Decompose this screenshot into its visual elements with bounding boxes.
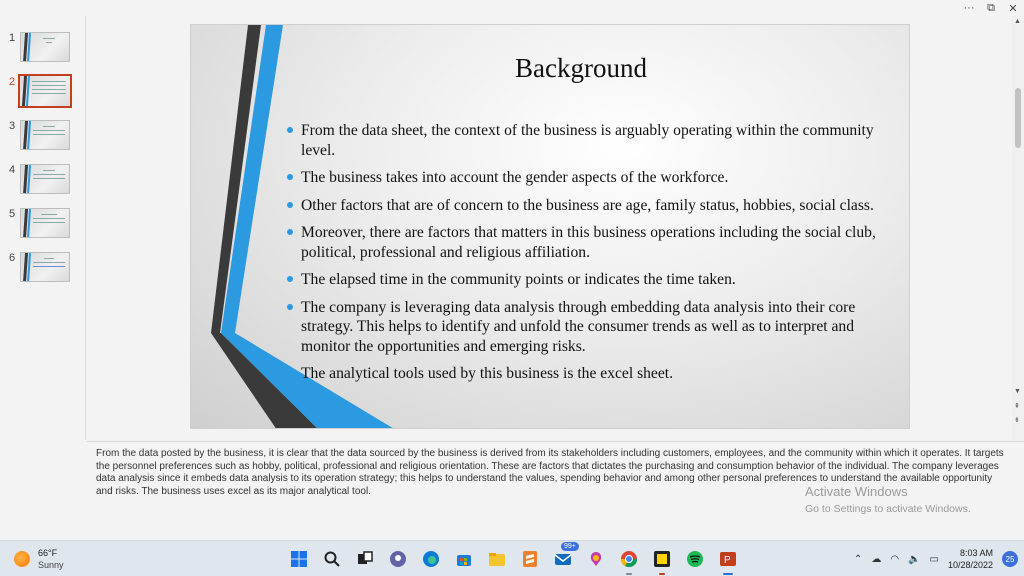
previous-slide-icon[interactable]: ⇞ (1014, 403, 1020, 410)
volume-icon[interactable]: 🔈 (908, 553, 921, 565)
watermark-subtitle: Go to Settings to activate Windows. (805, 503, 971, 515)
file-explorer-icon[interactable] (485, 547, 509, 571)
current-slide[interactable] (190, 24, 910, 429)
bullet-text: Moreover, there are factors that matters in this business operations including the social club, political, professional and religious affiliation. (301, 224, 876, 261)
thumbnail-number: 4 (9, 164, 16, 176)
taskbar-apps (287, 543, 740, 571)
bullet-item (287, 121, 887, 160)
bullet-dot (287, 229, 293, 235)
active-app-indicator (723, 573, 733, 575)
search-icon[interactable] (320, 547, 344, 571)
bullet-dot (287, 127, 293, 133)
bullet-item (287, 196, 887, 216)
watermark-title: Activate Windows (805, 484, 908, 499)
bullet-dot (287, 202, 293, 208)
thumbnail-image (20, 120, 70, 150)
speaker-notes-text[interactable]: From the data posted by the business, it is clear that the data sourced by the business is derived from its stakeholders including customers, employees, and the community within which it operates. It targets the personnel preferences such as hobby, political, professional and religious orientation. These are factors that dictates the purchasing and consumption behavior of the individual. The company leverages data analysis since it embeds data analysis to its operation strategy; this helps to understand the values, spending behavior and among other personal preferences to understand the available opportunity and risks. The business uses excel as its major analytical tool. (96, 448, 1004, 497)
thumbnail-number: 5 (9, 208, 16, 220)
vertical-scrollbar[interactable] (1012, 16, 1024, 440)
battery-icon[interactable]: ▭ (929, 553, 939, 565)
sublime-icon[interactable] (518, 547, 542, 571)
teams-chat-icon[interactable] (386, 547, 410, 571)
weather-widget[interactable] (14, 548, 64, 570)
bullet-text: From the data sheet, the context of the business is arguably operating within the community level. (301, 122, 874, 159)
mail-icon[interactable] (551, 543, 576, 571)
sun-icon (14, 551, 30, 567)
slide-bullet-list[interactable] (287, 121, 887, 392)
svg-text:P: P (724, 555, 731, 566)
bullet-dot (287, 304, 293, 310)
edge-icon[interactable] (419, 547, 443, 571)
bullet-text: The business takes into account the gender aspects of the workforce. (301, 169, 729, 186)
thumbnail-number: 3 (9, 120, 16, 132)
next-slide-icon[interactable]: ⇟ (1014, 417, 1020, 424)
start-icon[interactable] (287, 547, 311, 571)
plain-text-line (287, 364, 887, 384)
restore-icon[interactable]: ⧉ (987, 1, 995, 14)
bullet-item (287, 270, 887, 290)
chevron-up-icon[interactable]: ⌃ (853, 553, 863, 565)
thumbnail-number: 2 (9, 76, 16, 88)
system-tray (854, 547, 1018, 571)
weather-temperature: 66°F (38, 548, 58, 558)
task-view-icon[interactable] (353, 547, 377, 571)
clock-date: 10/28/2022 (947, 560, 993, 570)
bullet-item (287, 168, 887, 188)
mail-badge: 99+ (561, 542, 579, 551)
speaker-notes-pane[interactable] (87, 441, 1024, 540)
wifi-icon[interactable]: ◠ (890, 553, 900, 565)
thumbnail-number: 6 (9, 252, 16, 264)
close-icon[interactable]: ✕ (1008, 2, 1018, 15)
spotify-icon[interactable] (683, 547, 707, 571)
thumbnail-image (20, 32, 70, 62)
bullet-item (287, 298, 887, 357)
bullet-text: The elapsed time in the community points or indicates the time taken. (301, 271, 736, 288)
clock[interactable] (948, 547, 993, 571)
more-options-icon[interactable]: ··· (963, 2, 975, 14)
bullet-text: The company is leveraging data analysis through embedding data analysis into their core strategy. This helps to identify and unfold the consumer trends as well as to interpret and monitor the opportunities and emerging risks. (301, 298, 856, 355)
bullet-item (287, 223, 887, 262)
thumbnail-slide-4[interactable] (0, 154, 86, 188)
scrollbar-thumb[interactable] (1015, 88, 1021, 148)
bullet-dot (287, 276, 293, 282)
thumbnail-slide-3[interactable] (0, 110, 86, 144)
scroll-down-icon[interactable]: ▼ (1014, 388, 1021, 395)
onedrive-icon[interactable]: ☁ (871, 553, 882, 565)
thumbnail-slide-6[interactable] (0, 242, 86, 276)
thumbnail-slide-5[interactable] (0, 198, 86, 232)
copilot-icon[interactable] (584, 547, 608, 571)
notification-badge[interactable]: 25 (1002, 551, 1018, 567)
thumbnail-slide-1[interactable] (0, 22, 86, 56)
sticky-notes-icon[interactable] (650, 547, 674, 571)
activate-windows-watermark (805, 484, 971, 515)
plain-text: The analytical tools used by this business is the excel sheet. (301, 365, 674, 382)
powerpoint-icon[interactable] (716, 547, 740, 571)
running-indicator (659, 573, 665, 575)
window-controls (958, 0, 1024, 16)
taskbar (0, 540, 1024, 576)
thumbnail-number: 1 (9, 32, 16, 44)
chrome-icon[interactable] (617, 547, 641, 571)
slide-thumbnail-pane (0, 16, 86, 440)
running-indicator (626, 573, 632, 575)
bullet-dot (287, 174, 293, 180)
thumbnail-image (20, 252, 70, 282)
weather-description: Sunny (38, 560, 64, 570)
slide-title[interactable]: Background (515, 53, 647, 83)
slide-editing-area (87, 16, 1012, 440)
thumbnail-slide-2[interactable] (0, 66, 86, 100)
scroll-up-icon[interactable]: ▲ (1014, 18, 1021, 25)
clock-time: 8:03 AM (959, 548, 993, 558)
thumbnail-image (20, 164, 70, 194)
thumbnail-image (20, 208, 70, 238)
store-icon[interactable] (452, 547, 476, 571)
bullet-text: Other factors that are of concern to the business are age, family status, hobbies, social class. (301, 196, 874, 214)
thumbnail-image-selected (18, 74, 72, 108)
